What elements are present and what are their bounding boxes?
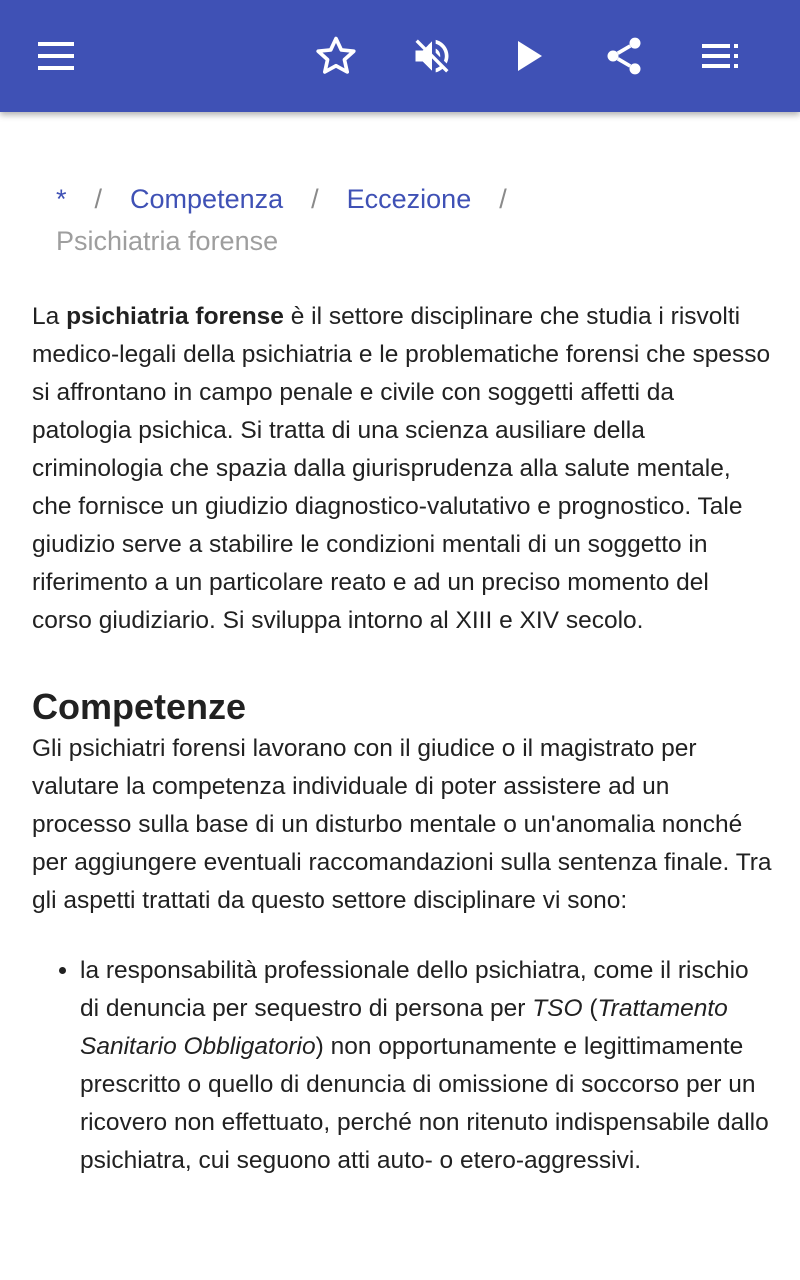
intro-text: è il settore disciplinare che studia i risvolti medico-legali della psichiatria e le problematiche forensi che spesso si affrontano in campo penale e civile con soggetti affetti da patologia psichica. Si tratta di una scienza ausiliare della criminologia che spazia dalla giurisprudenza alla salute mentale, che fornisce un giudizio diagnostico-valutativo e prognostico. Tale giudizio serve a stabilire le condizioni mentali di un soggetto in riferimento a un particolare reato e ad un preciso momento del corso giudiziario. Si sviluppa intorno al XIII e XIV secolo. [32,303,771,634]
sound-toggle-button[interactable] [404,28,460,84]
intro-prefix: La [32,303,67,330]
breadcrumb-separator: / [311,184,319,214]
breadcrumb-item-eccezione[interactable]: Eccezione [346,184,472,214]
article-body [32,298,772,1180]
share-icon [602,34,646,78]
list-item [80,952,772,1180]
menu-icon [36,36,76,76]
section-paragraph: Gli psichiatri forensi lavorano con il giudice o il magistrato per valutare la competenza individuale di poter assistere ad un processo sulla base di un disturbo mentale o un'anomalia nonché per aggiungere eventuali raccomandazioni sulla sentenza finale. Tra gli aspetti trattati da questo settore disciplinare vi sono: [32,735,772,914]
article-content [0,112,800,1280]
bullet-list [32,952,772,1180]
volume-off-icon [410,34,454,78]
play-icon [508,36,548,76]
breadcrumb [56,178,756,262]
list-item-italic: Trattamento Sanitario Obbligatorio [80,995,728,1060]
breadcrumb-current: Psichiatria forense [56,226,279,256]
menu-button[interactable] [28,28,84,84]
list-item-text: la responsabilità professionale dello psichiatra, come il rischio di denuncia per sequestro di persona per [80,957,749,1022]
bookmark-button[interactable] [308,28,364,84]
breadcrumb-item-root[interactable]: * [56,184,67,214]
list-item-text: ( [582,995,598,1022]
section-heading: Competenze [32,686,247,727]
app-toolbar [0,0,800,112]
intro-bold-term: psichiatria forense [66,303,284,330]
star-outline-icon [314,34,358,78]
table-of-contents-button[interactable] [692,28,748,84]
list-item-text: ) non opportunamente e legittimamente prescritto o quello di denuncia di omissione di soccorso per un ricovero non effettuato, perché non ritenuto indispensabile dallo psichiatra, cui seguono atti auto- o etero-aggressivi. [80,1033,769,1174]
breadcrumb-separator: / [499,184,507,214]
breadcrumb-separator: / [94,184,103,214]
share-button[interactable] [596,28,652,84]
breadcrumb-item-competenza[interactable]: Competenza [130,184,284,214]
list-item-italic: TSO [532,995,583,1022]
intro-paragraph [32,298,772,640]
play-button[interactable] [500,28,556,84]
toc-icon [700,36,740,76]
